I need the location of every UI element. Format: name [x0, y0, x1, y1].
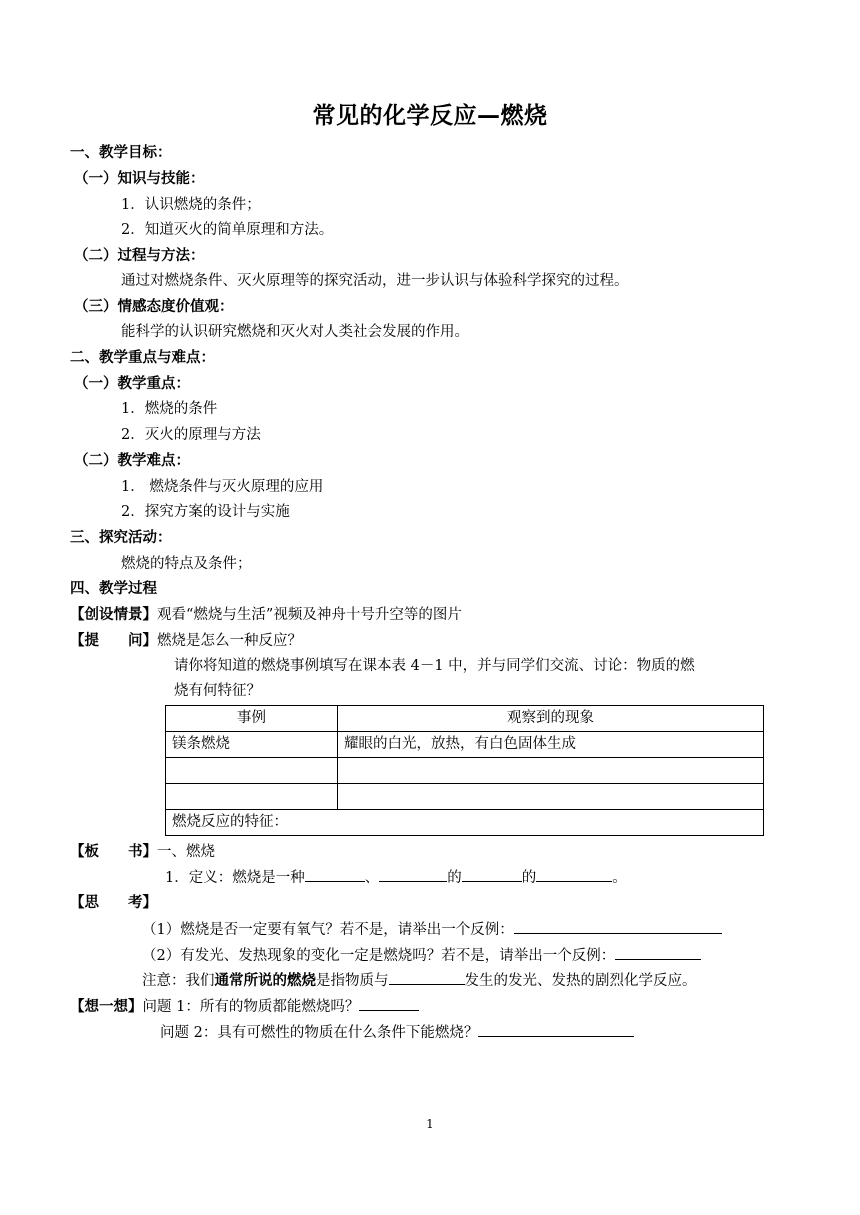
definition-blank-3[interactable]: [462, 867, 522, 882]
section-1-sub1-heading: （一）知识与技能：: [74, 171, 205, 187]
definition-prefix: 1．定义：燃烧是一种: [165, 870, 305, 886]
section-3-text: 燃烧的特点及条件；: [121, 556, 252, 572]
table-cell[interactable]: [338, 784, 764, 810]
table-cell[interactable]: [338, 758, 764, 784]
definition-blank-2[interactable]: [379, 867, 447, 882]
section-1-sub3-heading: （三）情感态度价值观：: [74, 299, 234, 315]
table-cell: 耀眼的白光，放热，有白色固体生成: [338, 732, 764, 758]
scenario-text: 观看“燃烧与生活”视频及神舟十号升空等的图片: [157, 607, 462, 623]
section-1-sub2-text: 通过对燃烧条件、灭火原理等的探究活动，进一步认识与体验科学探究的过程。: [121, 273, 629, 289]
definition-line: [165, 867, 627, 888]
table-cell[interactable]: [166, 758, 338, 784]
note-mid: 是指物质与: [316, 973, 389, 989]
section-1-sub3-text: 能科学的认识研究燃烧和灭火对人类社会发展的作用。: [121, 324, 469, 340]
note-line: [142, 970, 697, 991]
table-cell[interactable]: [166, 784, 338, 810]
section-2-sub1-item-2: 2．灭火的原理与方法: [121, 427, 261, 443]
think-answer-1-blank[interactable]: [514, 919, 722, 934]
question-tag: 【提 问】: [70, 633, 157, 649]
table-footer: 燃烧反应的特征：: [166, 810, 764, 836]
section-1-sub1-item-2: 2．知道灭火的简单原理和方法。: [121, 222, 334, 238]
note-prefix: 注意：我们: [142, 973, 215, 989]
section-4-heading: 四、教学过程: [70, 581, 157, 597]
section-1-heading: 一、教学目标：: [70, 145, 172, 161]
think-answer-2-blank[interactable]: [615, 945, 701, 960]
question-detail-2: 烧有何特征？: [174, 683, 261, 699]
scenario-tag: 【创设情景】: [70, 607, 157, 623]
question-detail-1: 请你将知道的燃烧事例填写在课本表 4－1 中，并与同学们交流、讨论：物质的燃: [174, 658, 695, 674]
ponder-answer-1-blank[interactable]: [359, 996, 419, 1011]
section-2-sub2-heading: （二）教学难点：: [74, 453, 190, 469]
scenario-line: [70, 605, 462, 625]
definition-blank-1[interactable]: [305, 867, 365, 882]
note-blank[interactable]: [389, 970, 465, 985]
section-2-sub2-item-2: 2．探究方案的设计与实施: [121, 504, 290, 520]
note-end: 发生的发光、发热的剧烈化学反应。: [464, 973, 697, 989]
ponder-question-2: 问题 2：具有可燃性的物质在什么条件下能燃烧？: [160, 1025, 479, 1041]
ponder-tag: 【想一想】: [70, 999, 143, 1015]
observation-table: [165, 705, 764, 836]
think-question-1: [142, 919, 722, 940]
section-3-heading: 三、探究活动：: [70, 530, 172, 546]
think-question-2-text: （2）有发光、发热现象的变化一定是燃烧吗？若不是，请举出一个反例：: [142, 948, 616, 964]
table-header-row: [166, 706, 764, 732]
section-1-sub2-heading: （二）过程与方法：: [74, 248, 205, 264]
section-1-sub1-item-1: 1．认识燃烧的条件；: [121, 197, 261, 213]
section-2-sub1-item-1: 1．燃烧的条件: [121, 401, 218, 417]
ponder-line-1: [70, 996, 419, 1017]
think-question-1-text: （1）燃烧是否一定要有氧气？若不是，请举出一个反例：: [142, 922, 514, 938]
think-question-2: [142, 945, 701, 966]
table-header-example: 事例: [166, 706, 338, 732]
definition-sep-2: 的: [447, 870, 462, 886]
table-row: [166, 758, 764, 784]
question-text: 燃烧是怎么一种反应？: [157, 633, 302, 649]
definition-sep-3: 的: [521, 870, 537, 886]
table-row: [166, 784, 764, 810]
page-title: 常见的化学反应—燃烧: [312, 103, 548, 129]
think-tag-line: [70, 893, 157, 913]
board-tag: 【板 书】: [70, 844, 157, 860]
section-2-heading: 二、教学重点与难点：: [70, 350, 215, 366]
table-row: [166, 732, 764, 758]
ponder-line-2: [160, 1022, 634, 1043]
board-line: [70, 842, 215, 862]
definition-blank-4[interactable]: [536, 867, 612, 882]
section-2-sub2-item-1: 1． 燃烧条件与灭火原理的应用: [121, 479, 324, 495]
table-footer-row: [166, 810, 764, 836]
note-bold: 通常所说的燃烧: [214, 973, 316, 989]
question-line: [70, 631, 302, 651]
ponder-question-1: 问题 1：所有的物质都能燃烧吗？: [142, 999, 360, 1015]
table-cell: 镁条燃烧: [166, 732, 338, 758]
definition-sep-1: 、: [364, 870, 380, 886]
think-tag: 【思 考】: [70, 895, 157, 911]
table-header-phenomenon: 观察到的现象: [338, 706, 764, 732]
ponder-answer-2-blank[interactable]: [478, 1022, 634, 1037]
definition-end: 。: [612, 870, 627, 886]
board-text: 一、燃烧: [157, 844, 215, 860]
page-number: 1: [426, 1117, 434, 1131]
section-2-sub1-heading: （一）教学重点：: [74, 376, 190, 392]
